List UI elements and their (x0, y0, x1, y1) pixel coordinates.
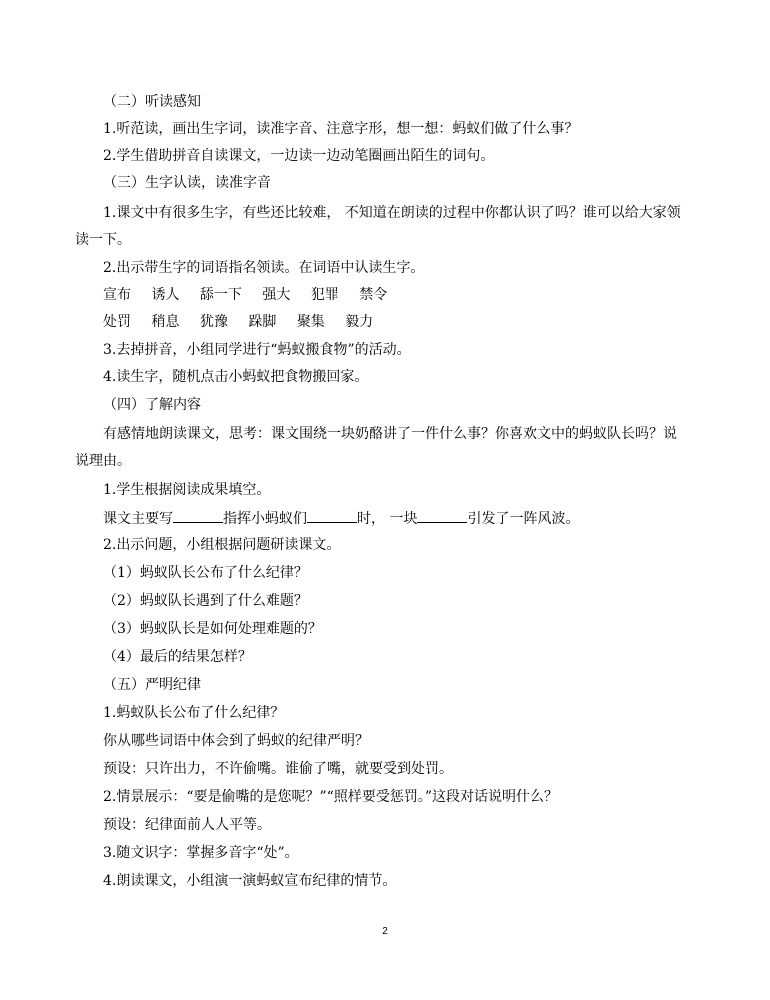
answer-blank-1 (173, 507, 223, 523)
section-5-item-4: 4.朗读课文，小组演一演蚂蚁宣布纪律的情节。 (103, 873, 397, 889)
vocab-word: 犯罪 (310, 287, 339, 303)
vocab-word: 毅力 (345, 314, 374, 330)
fill-text-2: 指挥小蚂蚁们 (223, 511, 307, 527)
question-1: （1）蚂蚁队长公布了什么纪律？ (103, 565, 308, 581)
vocab-word: 强大 (262, 287, 291, 303)
vocab-word: 禁令 (359, 287, 388, 303)
section-4-heading: （四）了解内容 (103, 397, 201, 413)
section-5-ask: 你从哪些词语中体会到了蚂蚁的纪律严明？ (103, 733, 369, 749)
fill-text-4: 引发了一阵风波。 (467, 511, 580, 527)
question-2: （2）蚂蚁队长遇到了什么难题？ (103, 593, 308, 609)
section-5-item-3: 3.随文识字：掌握多音字“处”。 (103, 845, 299, 861)
vocab-word: 宣布 (103, 287, 131, 303)
answer-blank-3 (417, 507, 467, 523)
section-3-item-1 (75, 200, 685, 254)
vocab-word: 犹豫 (199, 314, 228, 330)
section-4-item-1: 1.学生根据阅读成果填空。 (103, 482, 271, 498)
fill-text-1: 课文主要写 (103, 511, 173, 527)
question-4: （4）最后的结果怎样？ (103, 649, 252, 665)
answer-blank-2 (307, 507, 357, 523)
section-2-item-2: 2.学生借助拼音自读课文，一边读一边动笔圈画出陌生的词句。 (103, 148, 495, 164)
section-2-item-1: 1.听范读，画出生字词，读准字音、注意字形，想一想：蚂蚁们做了什么事？ (103, 121, 579, 137)
section-2-heading: （二）听读感知 (103, 94, 201, 110)
vocab-word: 聚集 (296, 314, 325, 330)
vocab-word: 诱人 (151, 287, 180, 303)
section-3-item-3: 3.去掉拼音，小组同学进行“蚂蚁搬食物”的活动。 (103, 342, 411, 358)
section-5-preset-2: 预设：纪律面前人人平等。 (103, 817, 271, 833)
section-4-intro-text: 有感情地朗读课文，思考：课文围绕一块奶酪讲了一件什么事？你喜欢文中的蚂蚁队长吗？说说理由。 (75, 426, 677, 469)
vocab-row-1 (103, 285, 403, 305)
vocab-word: 处罚 (103, 314, 131, 330)
section-3-heading: （三）生字认读，读准字音 (103, 175, 271, 191)
section-4-item-2: 2.出示问题，小组根据问题研读课文。 (103, 537, 341, 553)
section-3-item-2: 2.出示带生字的词语指名领读。在词语中认读生字。 (103, 260, 425, 276)
fill-text-3: 时， 一块 (357, 511, 418, 527)
section-5-item-1: 1.蚂蚁队长公布了什么纪律？ (103, 705, 285, 721)
section-5-heading: （五）严明纪律 (103, 677, 201, 693)
section-4-intro (75, 421, 685, 475)
question-3: （3）蚂蚁队长是如何处理难题的？ (103, 621, 322, 637)
vocab-row-2 (103, 312, 389, 332)
section-5-item-2: 2.情景展示：“要是偷嘴的是您呢？”“照样要受惩罚。”这段对话说明什么？ (103, 789, 558, 805)
page-number: 2 (382, 926, 388, 937)
vocab-word: 稍息 (151, 314, 180, 330)
vocab-word: 舔一下 (199, 287, 242, 303)
section-5-preset-1: 预设：只许出力，不许偷嘴。谁偷了嘴，就要受到处罚。 (103, 761, 453, 777)
fill-in-blank-sentence (103, 507, 579, 529)
section-3-item-1-text: 1.课文中有很多生字，有些还比较难， 不知道在朗读的过程中你都认识了吗？谁可以给大家领读一下。 (75, 205, 681, 248)
section-3-item-4: 4.读生字，随机点击小蚂蚁把食物搬回家。 (103, 369, 369, 385)
vocab-word: 跺脚 (248, 314, 277, 330)
